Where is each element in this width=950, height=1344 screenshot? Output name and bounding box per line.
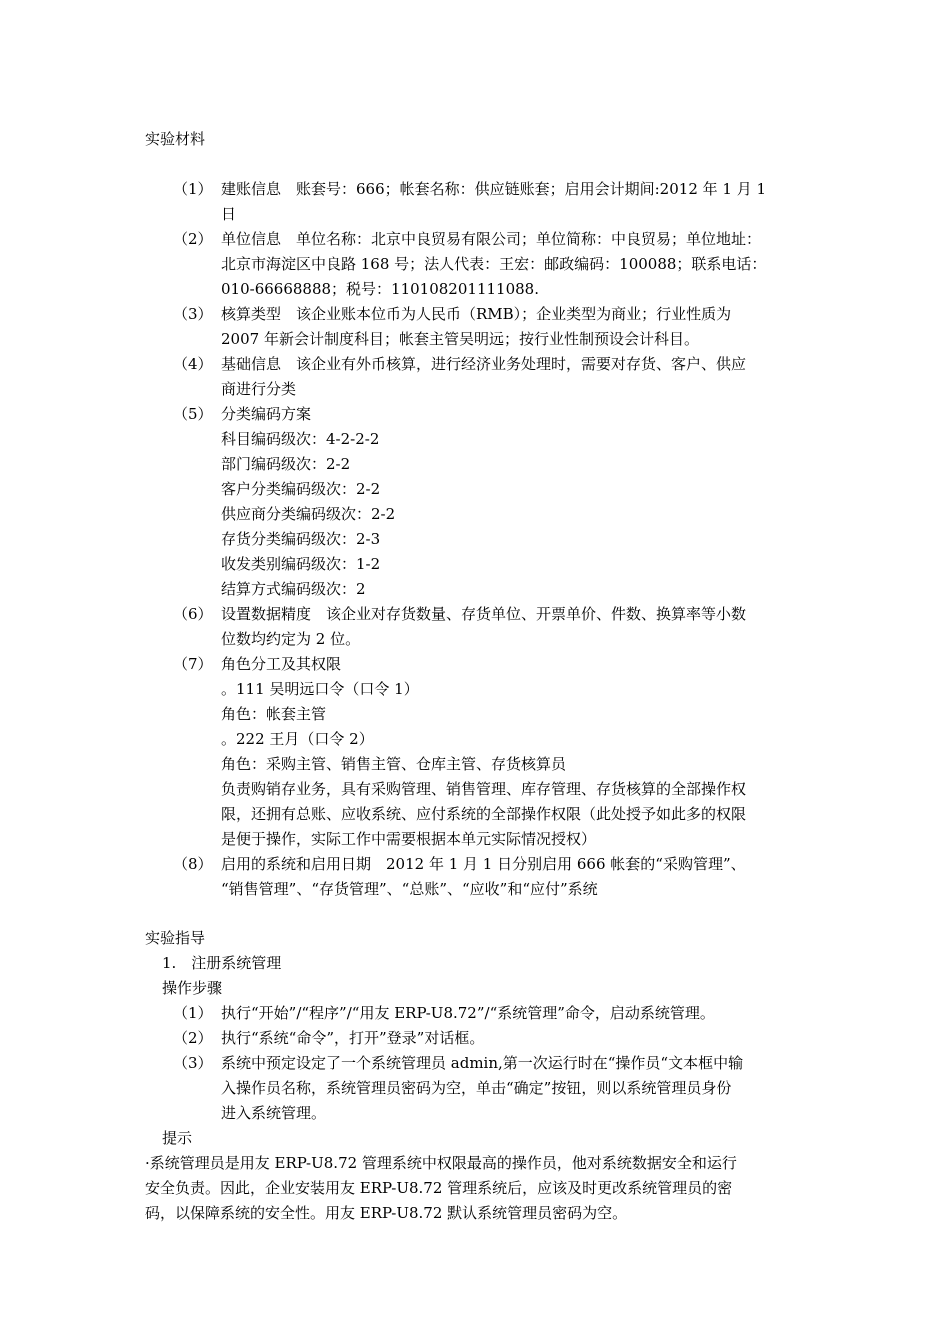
text-line: 执行“开始”/“程序”/“用友 ERP-U8.72”/“系统管理”命令，启动系统管理。 (221, 1004, 715, 1022)
text-line: 启用的系统和启用日期 2012 年 1 月 1 日分别启用 666 帐套的“采购管理”、 (221, 855, 746, 873)
text-line: 2007 年新会计制度科目；帐套主管吴明远；按行业性制预设会计科目。 (221, 330, 699, 348)
item-number: （4） (173, 355, 213, 373)
text-line: 限，还拥有总账、应收系统、应付系统的全部操作权限（此处授予如此多的权限 (221, 805, 747, 823)
step-number: （3） (173, 1054, 213, 1072)
text-line: 设置数据精度 该企业对存货数量、存货单位、开票单价、件数、换算率等小数 (221, 605, 747, 623)
text-line: 科目编码级次：4-2-2-2 (221, 430, 380, 448)
tip-text (145, 1151, 737, 1226)
text-line: 负责购销存业务，具有采购管理、销售管理、库存管理、存货核算的全部操作权 (221, 780, 747, 798)
text-line: 角色：采购主管、销售主管、仓库主管、存货核算员 (221, 755, 567, 773)
text-line: 进入系统管理。 (221, 1104, 327, 1122)
text-line: 基础信息 该企业有外币核算，进行经济业务处理时，需要对存货、客户、供应 (221, 355, 747, 373)
text-line: 供应商分类编码级次：2-2 (221, 505, 396, 523)
text-line: 部门编码级次：2-2 (221, 455, 351, 473)
step-text (221, 1026, 821, 1051)
text-line: 商进行分类 (221, 380, 297, 398)
text-line: ·系统管理员是用友 ERP-U8.72 管理系统中权限最高的操作员，他对系统数据安全和运行 (145, 1154, 737, 1172)
item-text (221, 302, 821, 352)
text-line: 执行“系统“命令”，打开”登录”对话框。 (221, 1029, 485, 1047)
text-line: 安全负责。因此，企业安装用友 ERP-U8.72 管理系统后，应该及时更改系统管理员的密 (145, 1179, 733, 1197)
item-number: （3） (173, 305, 213, 323)
text-line: 存货分类编码级次：2-3 (221, 530, 381, 548)
text-line: 建账信息 账套号：666；帐套名称：供应链账套；启用会计期间:2012 年 1 月 1 (221, 180, 767, 198)
step-number: （1） (173, 1004, 213, 1022)
step-number: （2） (173, 1029, 213, 1047)
text-line: 日 (221, 205, 237, 223)
text-line: 核算类型 该企业账本位币为人民币（RMB）；企业类型为商业；行业性质为 (221, 305, 732, 323)
text-line: 单位信息 单位名称：北京中良贸易有限公司；单位简称：中良贸易；单位地址： (221, 230, 762, 248)
text-line: 。111 吴明远口令（口令 1） (221, 680, 419, 698)
text-line: “销售管理”、“存货管理”、“总账”、“应收”和“应付”系统 (221, 880, 598, 898)
item-number: （6） (173, 605, 213, 623)
item-text (221, 227, 821, 302)
text-line: 角色：帐套主管 (221, 705, 327, 723)
guide-heading: 实验指导 (145, 929, 206, 947)
text-line: 。222 王月（口令 2） (221, 730, 374, 748)
text-line: 收发类别编码级次：1-2 (221, 555, 381, 573)
text-line: 入操作员名称，系统管理员密码为空，单击“确定”按钮，则以系统管理员身份 (221, 1079, 732, 1097)
text-line: 北京市海淀区中良路 168 号；法人代表：王宏：邮政编码：100088；联系电话： (221, 255, 767, 273)
item-number: （8） (173, 855, 213, 873)
item-number: （1） (173, 180, 213, 198)
step-text (221, 1051, 821, 1126)
text-line: 系统中预定设定了一个系统管理员 admin,第一次运行时在“操作员“文本框中输 (221, 1054, 744, 1072)
guide-section-title: 1. 注册系统管理 (162, 954, 282, 972)
text-line: 码，以保障系统的安全性。用友 ERP-U8.72 默认系统管理员密码为空。 (145, 1204, 628, 1222)
text-line: 角色分工及其权限 (221, 655, 342, 673)
item-text (221, 352, 821, 402)
item-text (221, 652, 821, 852)
text-line: 结算方式编码级次：2 (221, 580, 366, 598)
text-line: 客户分类编码级次：2-2 (221, 480, 381, 498)
text-line: 位数均约定为 2 位。 (221, 630, 361, 648)
item-text (221, 602, 821, 652)
text-line: 分类编码方案 (221, 405, 312, 423)
item-number: （2） (173, 230, 213, 248)
tip-label: 提示 (162, 1129, 193, 1147)
text-line: 是便于操作，实际工作中需要根据本单元实际情况授权） (221, 830, 597, 848)
item-number: （7） (173, 655, 213, 673)
item-text (221, 402, 821, 602)
item-text (221, 177, 821, 227)
item-text (221, 852, 821, 902)
text-line: 010-66668888；税号：110108201111088. (221, 280, 539, 298)
step-text (221, 1001, 821, 1026)
steps-label: 操作步骤 (162, 979, 223, 997)
materials-heading: 实验材料 (145, 130, 206, 148)
item-number: （5） (173, 405, 213, 423)
